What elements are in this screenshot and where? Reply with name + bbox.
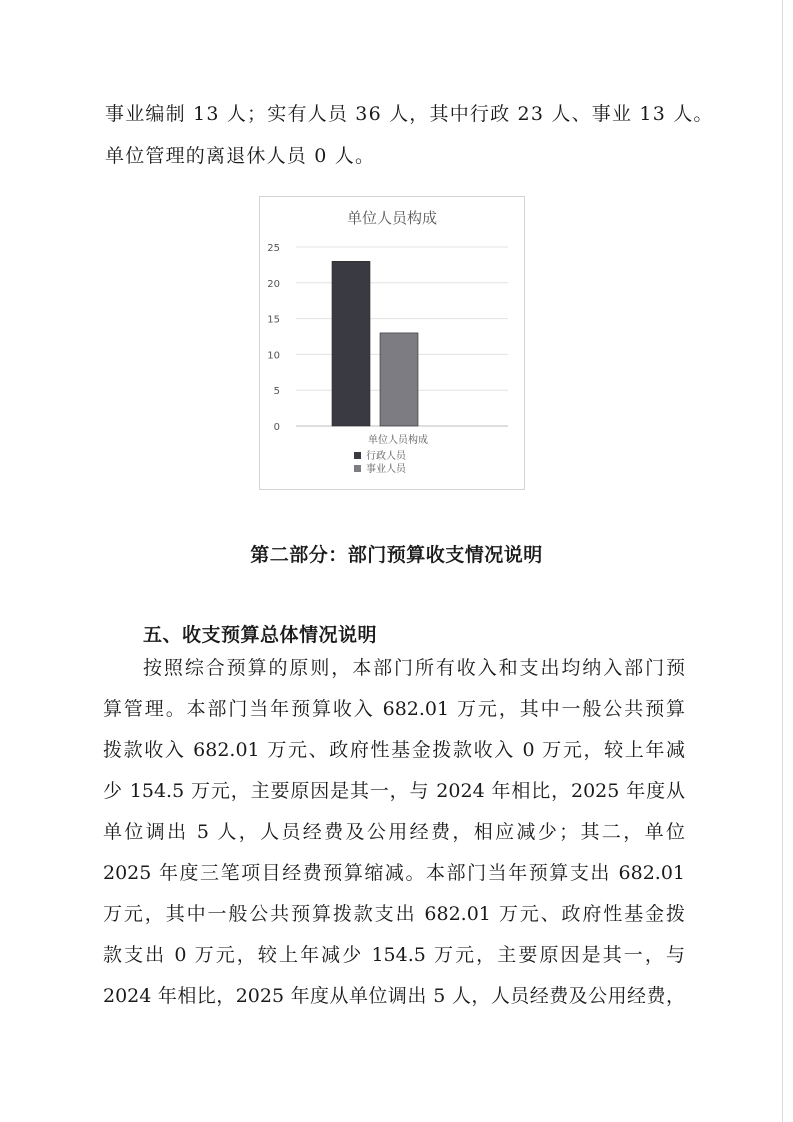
- chart-title: 单位人员构成: [346, 209, 438, 227]
- bar-行政人员: [332, 261, 370, 426]
- paragraph-line-7: 万元，其中一般公共预算拨款支出 682.01 万元、政府性基金拨: [103, 903, 685, 925]
- section-heading: 五、收支预算总体情况说明: [143, 624, 378, 646]
- legend-swatch-事业人员: [354, 465, 361, 472]
- paragraph-line-6: 2025 年度三笔项目经费预算缩减。本部门当年预算支出 682.01: [103, 862, 685, 884]
- legend-label-行政人员: 行政人员: [366, 451, 406, 462]
- paragraph-line-1: 按照综合预算的原则，本部门所有收入和支出均纳入部门预: [143, 657, 685, 679]
- legend-label-事业人员: 事业人员: [366, 464, 406, 475]
- intro-line-1: 事业编制 13 人；实有人员 36 人，其中行政 23 人、事业 13 人。: [105, 103, 714, 125]
- y-tick-label-15: 15: [267, 314, 280, 326]
- paragraph-line-4: 少 154.5 万元，主要原因是其一，与 2024 年相比，2025 年度从: [103, 780, 685, 802]
- y-tick-label-10: 10: [267, 350, 280, 362]
- legend-swatch-行政人员: [354, 452, 361, 459]
- intro-line-2: 单位管理的离退休人员 0 人。: [105, 145, 376, 167]
- x-category-label: 单位人员构成: [368, 435, 428, 446]
- y-tick-label-0: 0: [273, 422, 280, 433]
- y-tick-label-20: 20: [267, 278, 280, 290]
- y-tick-label-25: 25: [267, 243, 280, 254]
- paragraph-line-5: 单位调出 5 人，人员经费及公用经费，相应减少；其二，单位: [103, 821, 685, 843]
- y-tick-label-5: 5: [273, 386, 280, 398]
- part-heading: 第二部分：部门预算收支情况说明: [250, 544, 543, 566]
- paragraph-line-2: 算管理。本部门当年预算收入 682.01 万元，其中一般公共预算: [103, 698, 685, 720]
- paragraph-line-8: 款支出 0 万元，较上年减少 154.5 万元，主要原因是其一，与: [103, 944, 685, 966]
- paragraph-line-3: 拨款收入 682.01 万元、政府性基金拨款收入 0 万元，较上年减: [103, 739, 685, 761]
- paragraph-line-9: 2024 年相比，2025 年度从单位调出 5 人，人员经费及公用经费，: [103, 985, 685, 1007]
- staff-composition-chart: [259, 196, 525, 490]
- chart-canvas: [260, 197, 524, 489]
- bar-事业人员: [380, 333, 418, 426]
